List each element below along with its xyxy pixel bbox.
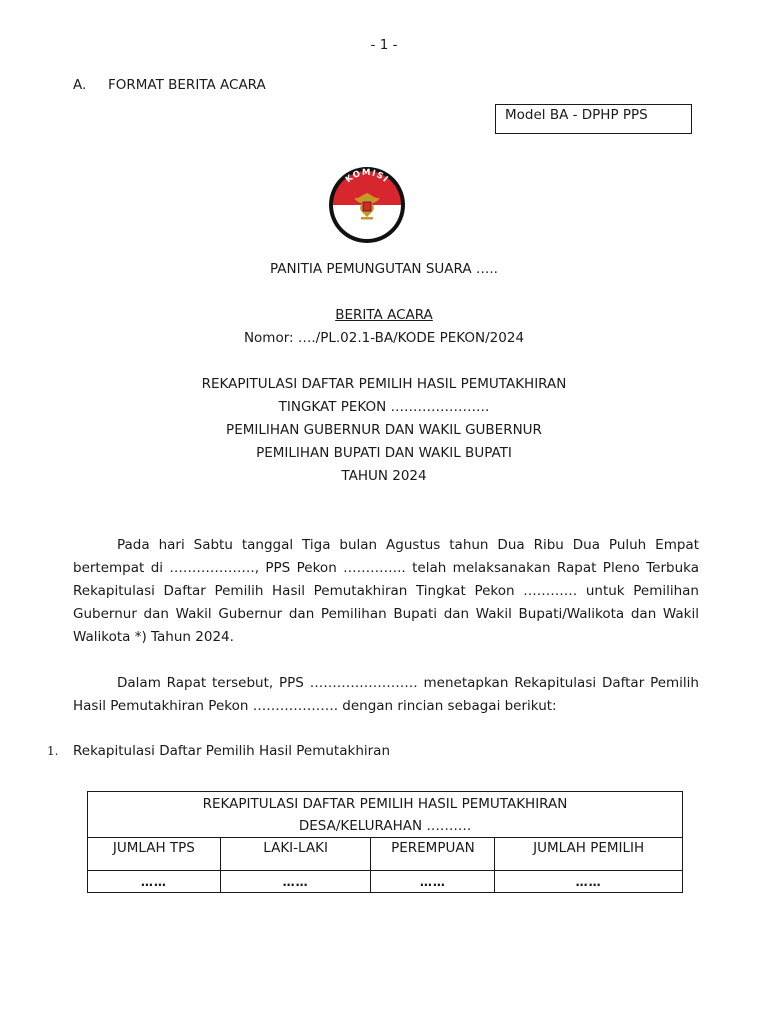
heading-line: REKAPITULASI DAFTAR PEMILIH HASIL PEMUTAKHIRAN bbox=[201, 376, 567, 392]
table-header-row bbox=[88, 838, 683, 871]
opening-paragraph-text: Pada hari Sabtu tanggal Tiga bulan Agustus tahun Dua Ribu Dua Puluh Empat bertempat di ………………., PPS Pekon ………….. telah melaksanakan Rapat Pleno Terbuka Rekapitulasi Daftar Pemilih Hasil Pemutakhiran Tingkat Pekon ………… untuk Pemilihan Gubernur dan Wakil Gubernur dan Pemilihan Bupati dan Wakil Bupati/Walikota dan Wakil Walikota *) Tahun 2024. bbox=[73, 537, 699, 645]
page-number: - 1 - bbox=[370, 37, 398, 53]
logo-text-bottom: PEMILIHAN UMUM bbox=[336, 208, 398, 240]
heading-line: TINGKAT PEKON …………………. bbox=[278, 399, 490, 415]
table-title bbox=[88, 792, 683, 838]
panitia-heading: PANITIA PEMUNGUTAN SUARA ….. bbox=[270, 261, 498, 277]
table-title-line: REKAPITULASI DAFTAR PEMILIH HASIL PEMUTAKHIRAN bbox=[202, 795, 568, 812]
table-cell: …… bbox=[220, 871, 371, 893]
meeting-paragraph-text: Dalam Rapat tersebut, PPS …………………… menetapkan Rekapitulasi Daftar Pemilih Hasil Pemutakhiran Pekon ………………. dengan rincian sebagai berikut: bbox=[73, 675, 699, 714]
table-cell: …… bbox=[371, 871, 495, 893]
list-item-text: Rekapitulasi Daftar Pemilih Hasil Pemutakhiran bbox=[73, 743, 390, 759]
list-item-number: 1. bbox=[47, 744, 59, 758]
opening-paragraph bbox=[73, 534, 699, 649]
column-header: PEREMPUAN bbox=[371, 838, 495, 871]
column-header: JUMLAH TPS bbox=[88, 838, 221, 871]
recap-table bbox=[87, 791, 683, 893]
document-title-text: BERITA ACARA bbox=[335, 307, 433, 323]
column-header: JUMLAH PEMILIH bbox=[495, 838, 683, 871]
table-row bbox=[88, 871, 683, 893]
column-header: LAKI-LAKI bbox=[220, 838, 371, 871]
heading-line: TAHUN 2024 bbox=[341, 468, 427, 484]
meeting-paragraph bbox=[73, 672, 699, 718]
section-title: FORMAT BERITA ACARA bbox=[108, 77, 266, 93]
table-cell: …… bbox=[495, 871, 683, 893]
model-label-box bbox=[495, 104, 692, 134]
heading-line: PEMILIHAN GUBERNUR DAN WAKIL GUBERNUR bbox=[226, 422, 542, 438]
document-title bbox=[0, 307, 768, 323]
section-letter: A. bbox=[73, 77, 87, 93]
table-title-line: DESA/KELURAHAN ………. bbox=[298, 817, 472, 834]
model-label: Model BA - DPHP PPS bbox=[505, 107, 648, 123]
heading-line: PEMILIHAN BUPATI DAN WAKIL BUPATI bbox=[256, 445, 512, 461]
logo-text-top: KOMISI bbox=[343, 167, 391, 186]
document-number: Nomor: …./PL.02.1-BA/KODE PEKON/2024 bbox=[243, 330, 525, 346]
kpu-garuda-logo-icon bbox=[326, 165, 408, 245]
table-cell: …… bbox=[88, 871, 221, 893]
